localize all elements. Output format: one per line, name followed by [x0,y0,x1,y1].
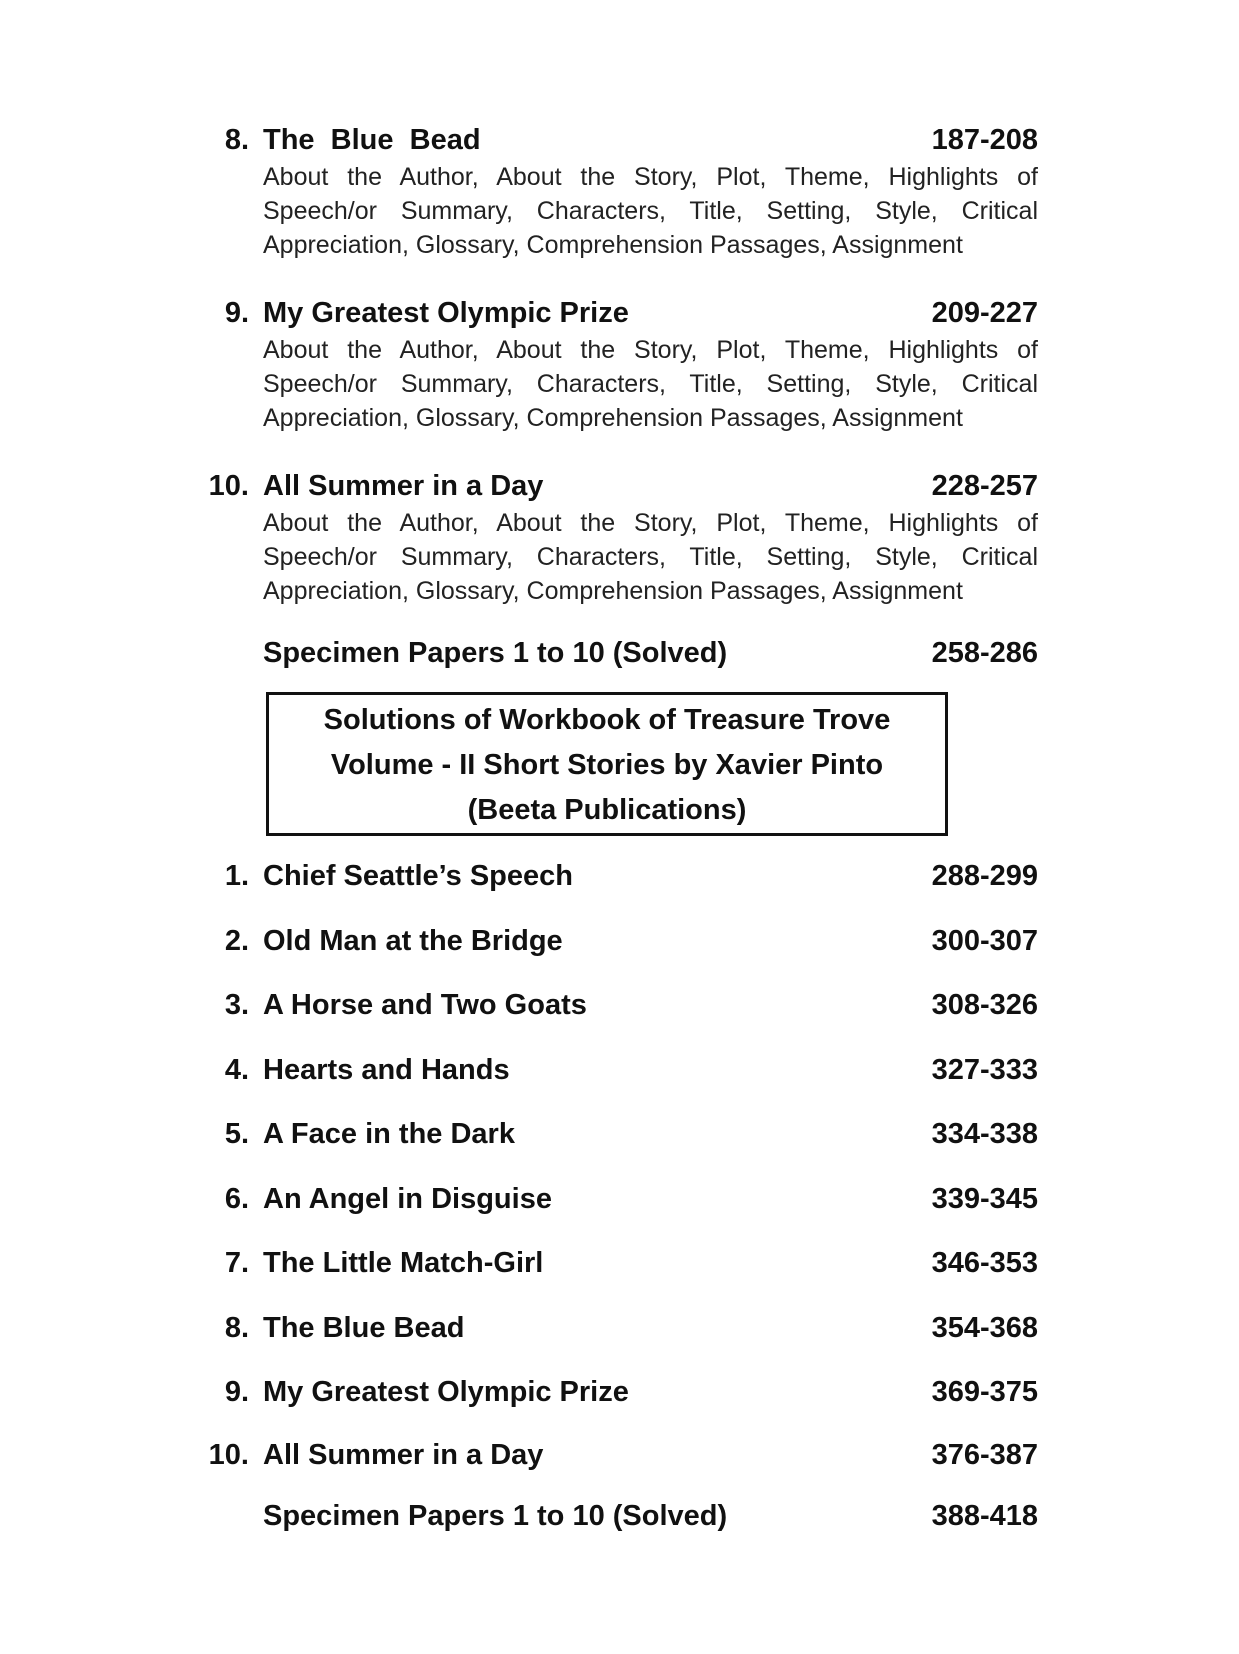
toc-entry [200,293,1038,435]
toc-entry-heading [200,293,1038,333]
entry-pages: 300-307 [931,925,1038,957]
toc-entry-heading [200,1372,1038,1412]
toc-entry [200,1243,1038,1283]
toc-entry-heading [200,1308,1038,1348]
toc-entry-heading [200,1179,1038,1219]
entry-title: Chief Seattle’s Speech [263,860,573,892]
entry-number: 9. [224,1376,249,1408]
entry-title: Hearts and Hands [263,1054,510,1086]
toc-entry [200,985,1038,1025]
toc-entry-heading [200,921,1038,961]
entry-title: My Greatest Olympic Prize [263,1376,629,1408]
entry-number: 4. [224,1054,249,1086]
entry-number: 2. [224,925,249,957]
entry-pages: 369-375 [931,1376,1038,1408]
entry-title: The Blue Bead [263,124,481,156]
entry-number: 10. [208,470,249,502]
entry-title: The Little Match-Girl [263,1247,544,1279]
toc-entry [200,1435,1038,1475]
toc-entry [200,856,1038,896]
entry-pages: 209-227 [931,297,1038,329]
section-heading-box [266,692,948,836]
entry-title: All Summer in a Day [263,470,544,502]
entry-pages: 288-299 [931,860,1038,892]
entry-pages: 228-257 [931,470,1038,502]
toc-entry-heading [200,1050,1038,1090]
section-heading-line: Volume - II Short Stories by Xavier Pinto [330,749,884,781]
entry-pages: 187-208 [931,124,1038,156]
toc-entry-heading [200,120,1038,160]
entry-number: 1. [224,860,249,892]
entry-title: Specimen Papers 1 to 10 (Solved) [263,1500,728,1532]
toc-entry [200,633,1038,673]
entry-pages: 327-333 [931,1054,1038,1086]
entry-pages: 334-338 [931,1118,1038,1150]
entry-pages: 339-345 [931,1183,1038,1215]
entry-number: 9. [224,297,249,329]
toc-entry [200,1372,1038,1412]
entry-title: An Angel in Disguise [263,1183,552,1215]
toc-entry [200,1114,1038,1154]
entry-title: My Greatest Olympic Prize [263,297,629,329]
entry-pages: 376-387 [931,1439,1038,1471]
entry-title: The Blue Bead [263,1312,465,1344]
entry-number: 10. [208,1439,249,1471]
entry-title: A Horse and Two Goats [263,989,587,1021]
toc-entry [200,1050,1038,1090]
entry-pages: 346-353 [931,1247,1038,1279]
toc-entry [200,1496,1038,1536]
toc-entry [200,1179,1038,1219]
entry-description: About the Author, About the Story, Plot, Theme, Highlights of Speech/or Summary, Characters, Title, Setting, Style, Critical Appreciation, Glossary, Comprehension Passages, Assignment [263,336,1038,432]
entry-pages: 258-286 [931,637,1038,669]
entry-description: About the Author, About the Story, Plot, Theme, Highlights of Speech/or Summary, Characters, Title, Setting, Style, Critical Appreciation, Glossary, Comprehension Passages, Assignment [263,509,1038,605]
toc-entry [200,466,1038,608]
entry-title: Specimen Papers 1 to 10 (Solved) [263,637,728,669]
toc-entry-heading [200,1243,1038,1283]
toc-entry [200,1308,1038,1348]
entry-description: About the Author, About the Story, Plot, Theme, Highlights of Speech/or Summary, Characters, Title, Setting, Style, Critical Appreciation, Glossary, Comprehension Passages, Assignment [263,163,1038,259]
entry-title: All Summer in a Day [263,1439,544,1471]
toc-entry-heading [200,985,1038,1025]
entry-number: 8. [224,124,249,156]
entry-number: 3. [224,989,249,1021]
entry-number: 7. [224,1247,249,1279]
entry-title: A Face in the Dark [263,1118,515,1150]
toc-entry-heading [200,1496,1038,1536]
toc-entry-heading [200,633,1038,673]
entry-pages: 308-326 [931,989,1038,1021]
toc-entry-heading [200,856,1038,896]
entry-number: 5. [224,1118,249,1150]
toc-entry [200,921,1038,961]
entry-title: Old Man at the Bridge [263,925,563,957]
toc-entry-heading [200,466,1038,506]
entry-pages: 388-418 [931,1500,1038,1532]
toc-entry [200,120,1038,262]
entry-number: 8. [224,1312,249,1344]
toc-entry-heading [200,1114,1038,1154]
section-heading-line: (Beeta Publications) [467,794,747,826]
entry-number: 6. [224,1183,249,1215]
section-heading-line: Solutions of Workbook of Treasure Trove [323,704,891,736]
entry-pages: 354-368 [931,1312,1038,1344]
toc-entry-heading [200,1435,1038,1475]
